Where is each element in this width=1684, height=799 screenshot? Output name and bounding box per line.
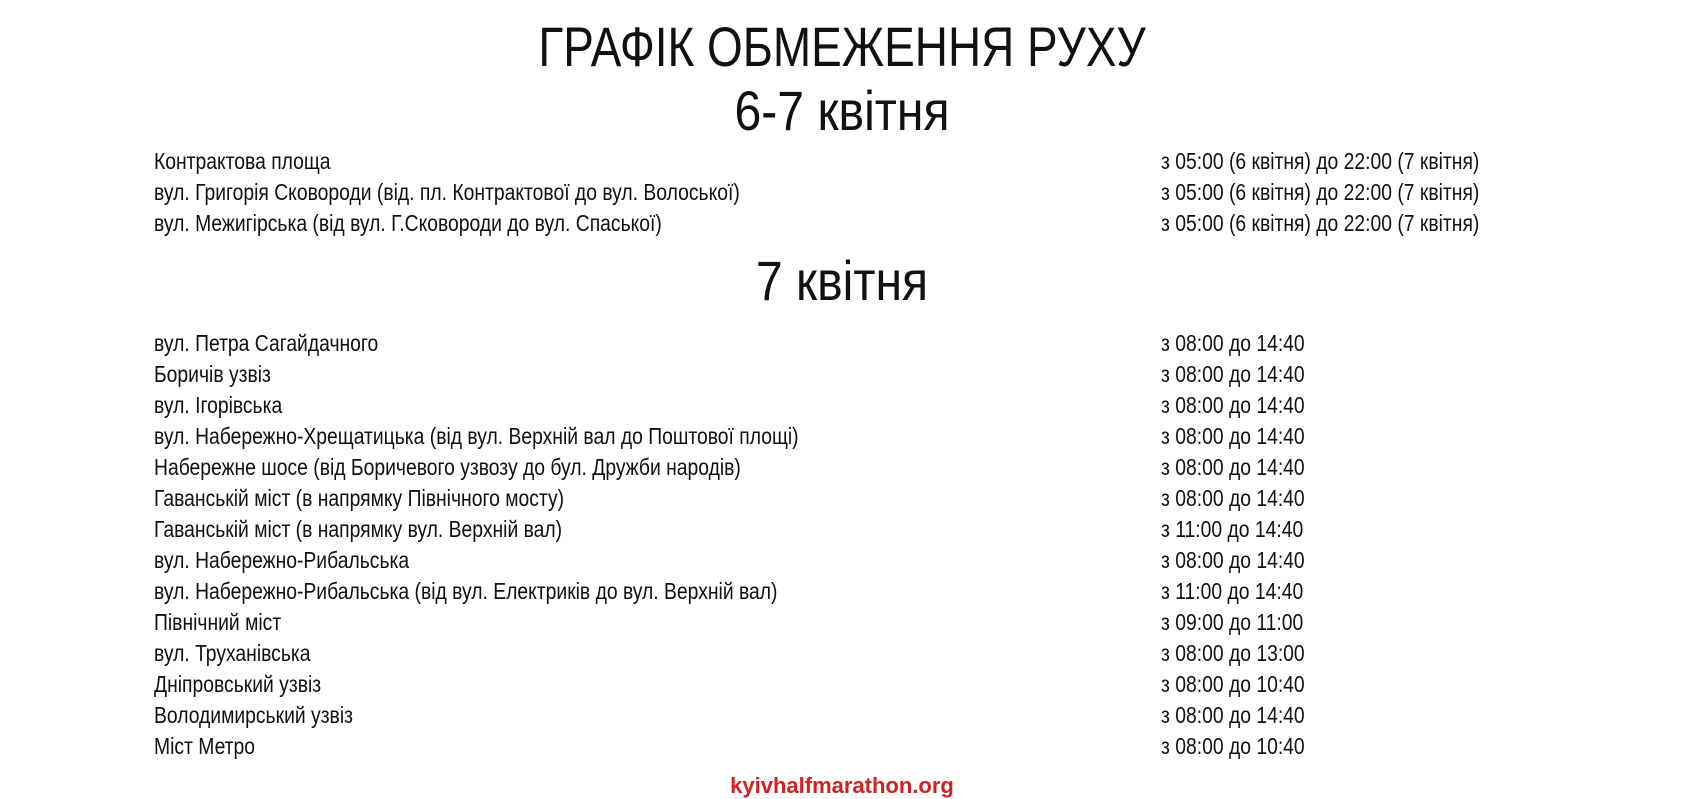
restriction-time: з 08:00 до 14:40	[1161, 547, 1305, 573]
restriction-time: з 08:00 до 14:40	[1161, 392, 1305, 418]
street-name: Володимирський узвіз	[154, 702, 353, 728]
restriction-time: з 05:00 (6 квітня) до 22:00 (7 квітня)	[1161, 148, 1480, 174]
street-name: вул. Межигірська (від вул. Г.Сковороди до вул. Спаської)	[154, 210, 662, 236]
restriction-time: з 11:00 до 14:40	[1161, 516, 1304, 542]
street-name: вул. Ігорівська	[154, 392, 283, 418]
street-name: Гаванськiй міст (в напрямку Північного мосту)	[154, 485, 565, 511]
list-item	[154, 483, 1554, 514]
street-name: Дніпровський узвіз	[154, 671, 322, 697]
list-item	[154, 328, 1554, 359]
restriction-time: з 05:00 (6 квітня) до 22:00 (7 квітня)	[1161, 210, 1480, 236]
list-item	[154, 669, 1554, 700]
list-item	[154, 731, 1554, 762]
street-name: вул. Григорія Сковороди (від. пл. Контрактової до вул. Волоської)	[154, 179, 740, 205]
list-item	[154, 638, 1554, 669]
street-name: вул. Набережно-Хрещатицька (від вул. Верхній вал до Поштової площі)	[154, 423, 799, 449]
restriction-list-7	[154, 328, 1554, 762]
list-item	[154, 390, 1554, 421]
list-item	[154, 576, 1554, 607]
street-name: вул. Петра Сагайдачного	[154, 330, 379, 356]
street-name: вул. Труханівська	[154, 640, 311, 666]
restriction-time: з 08:00 до 10:40	[1161, 733, 1305, 759]
street-name: Міст Метро	[154, 733, 256, 759]
date-range-heading: 6-7 квітня	[734, 79, 950, 142]
street-name: вул. Набережно-Рибальська (від вул. Електриків до вул. Верхній вал)	[154, 578, 778, 604]
restriction-time: з 05:00 (6 квітня) до 22:00 (7 квітня)	[1161, 179, 1480, 205]
list-item	[154, 514, 1554, 545]
restriction-time: з 08:00 до 14:40	[1161, 702, 1305, 728]
street-name: Північний міст	[154, 609, 282, 635]
restriction-time: з 11:00 до 14:40	[1161, 578, 1304, 604]
restriction-time: з 08:00 до 14:40	[1161, 423, 1305, 449]
street-name: Контрактова площа	[154, 148, 331, 174]
restriction-time: з 08:00 до 14:40	[1161, 454, 1305, 480]
restriction-time: з 08:00 до 14:40	[1161, 330, 1305, 356]
date-heading: 7 квітня	[755, 249, 929, 312]
restriction-time: з 08:00 до 10:40	[1161, 671, 1305, 697]
street-name: Гаванськiй міст (в напрямку вул. Верхній вал)	[154, 516, 563, 542]
restriction-time: з 09:00 до 11:00	[1161, 609, 1304, 635]
list-item	[154, 607, 1554, 638]
list-item	[154, 146, 1554, 177]
street-name: Набережне шосе (від Боричевого узвозу до бул. Дружби народів)	[154, 454, 741, 480]
restriction-time: з 08:00 до 13:00	[1161, 640, 1305, 666]
list-item	[154, 421, 1554, 452]
list-item	[154, 452, 1554, 483]
street-name: вул. Набережно-Рибальська	[154, 547, 410, 573]
restriction-time: з 08:00 до 14:40	[1161, 361, 1305, 387]
page-title: ГРАФІК ОБМЕЖЕННЯ РУХУ	[538, 15, 1146, 78]
list-item	[154, 700, 1554, 731]
street-name: Боричів узвіз	[154, 361, 271, 387]
list-item	[154, 545, 1554, 576]
website-link[interactable]: kyivhalfmarathon.org	[730, 773, 954, 798]
restriction-time: з 08:00 до 14:40	[1161, 485, 1305, 511]
list-item	[154, 359, 1554, 390]
restriction-list-6-7	[154, 146, 1554, 239]
list-item	[154, 208, 1554, 239]
list-item	[154, 177, 1554, 208]
